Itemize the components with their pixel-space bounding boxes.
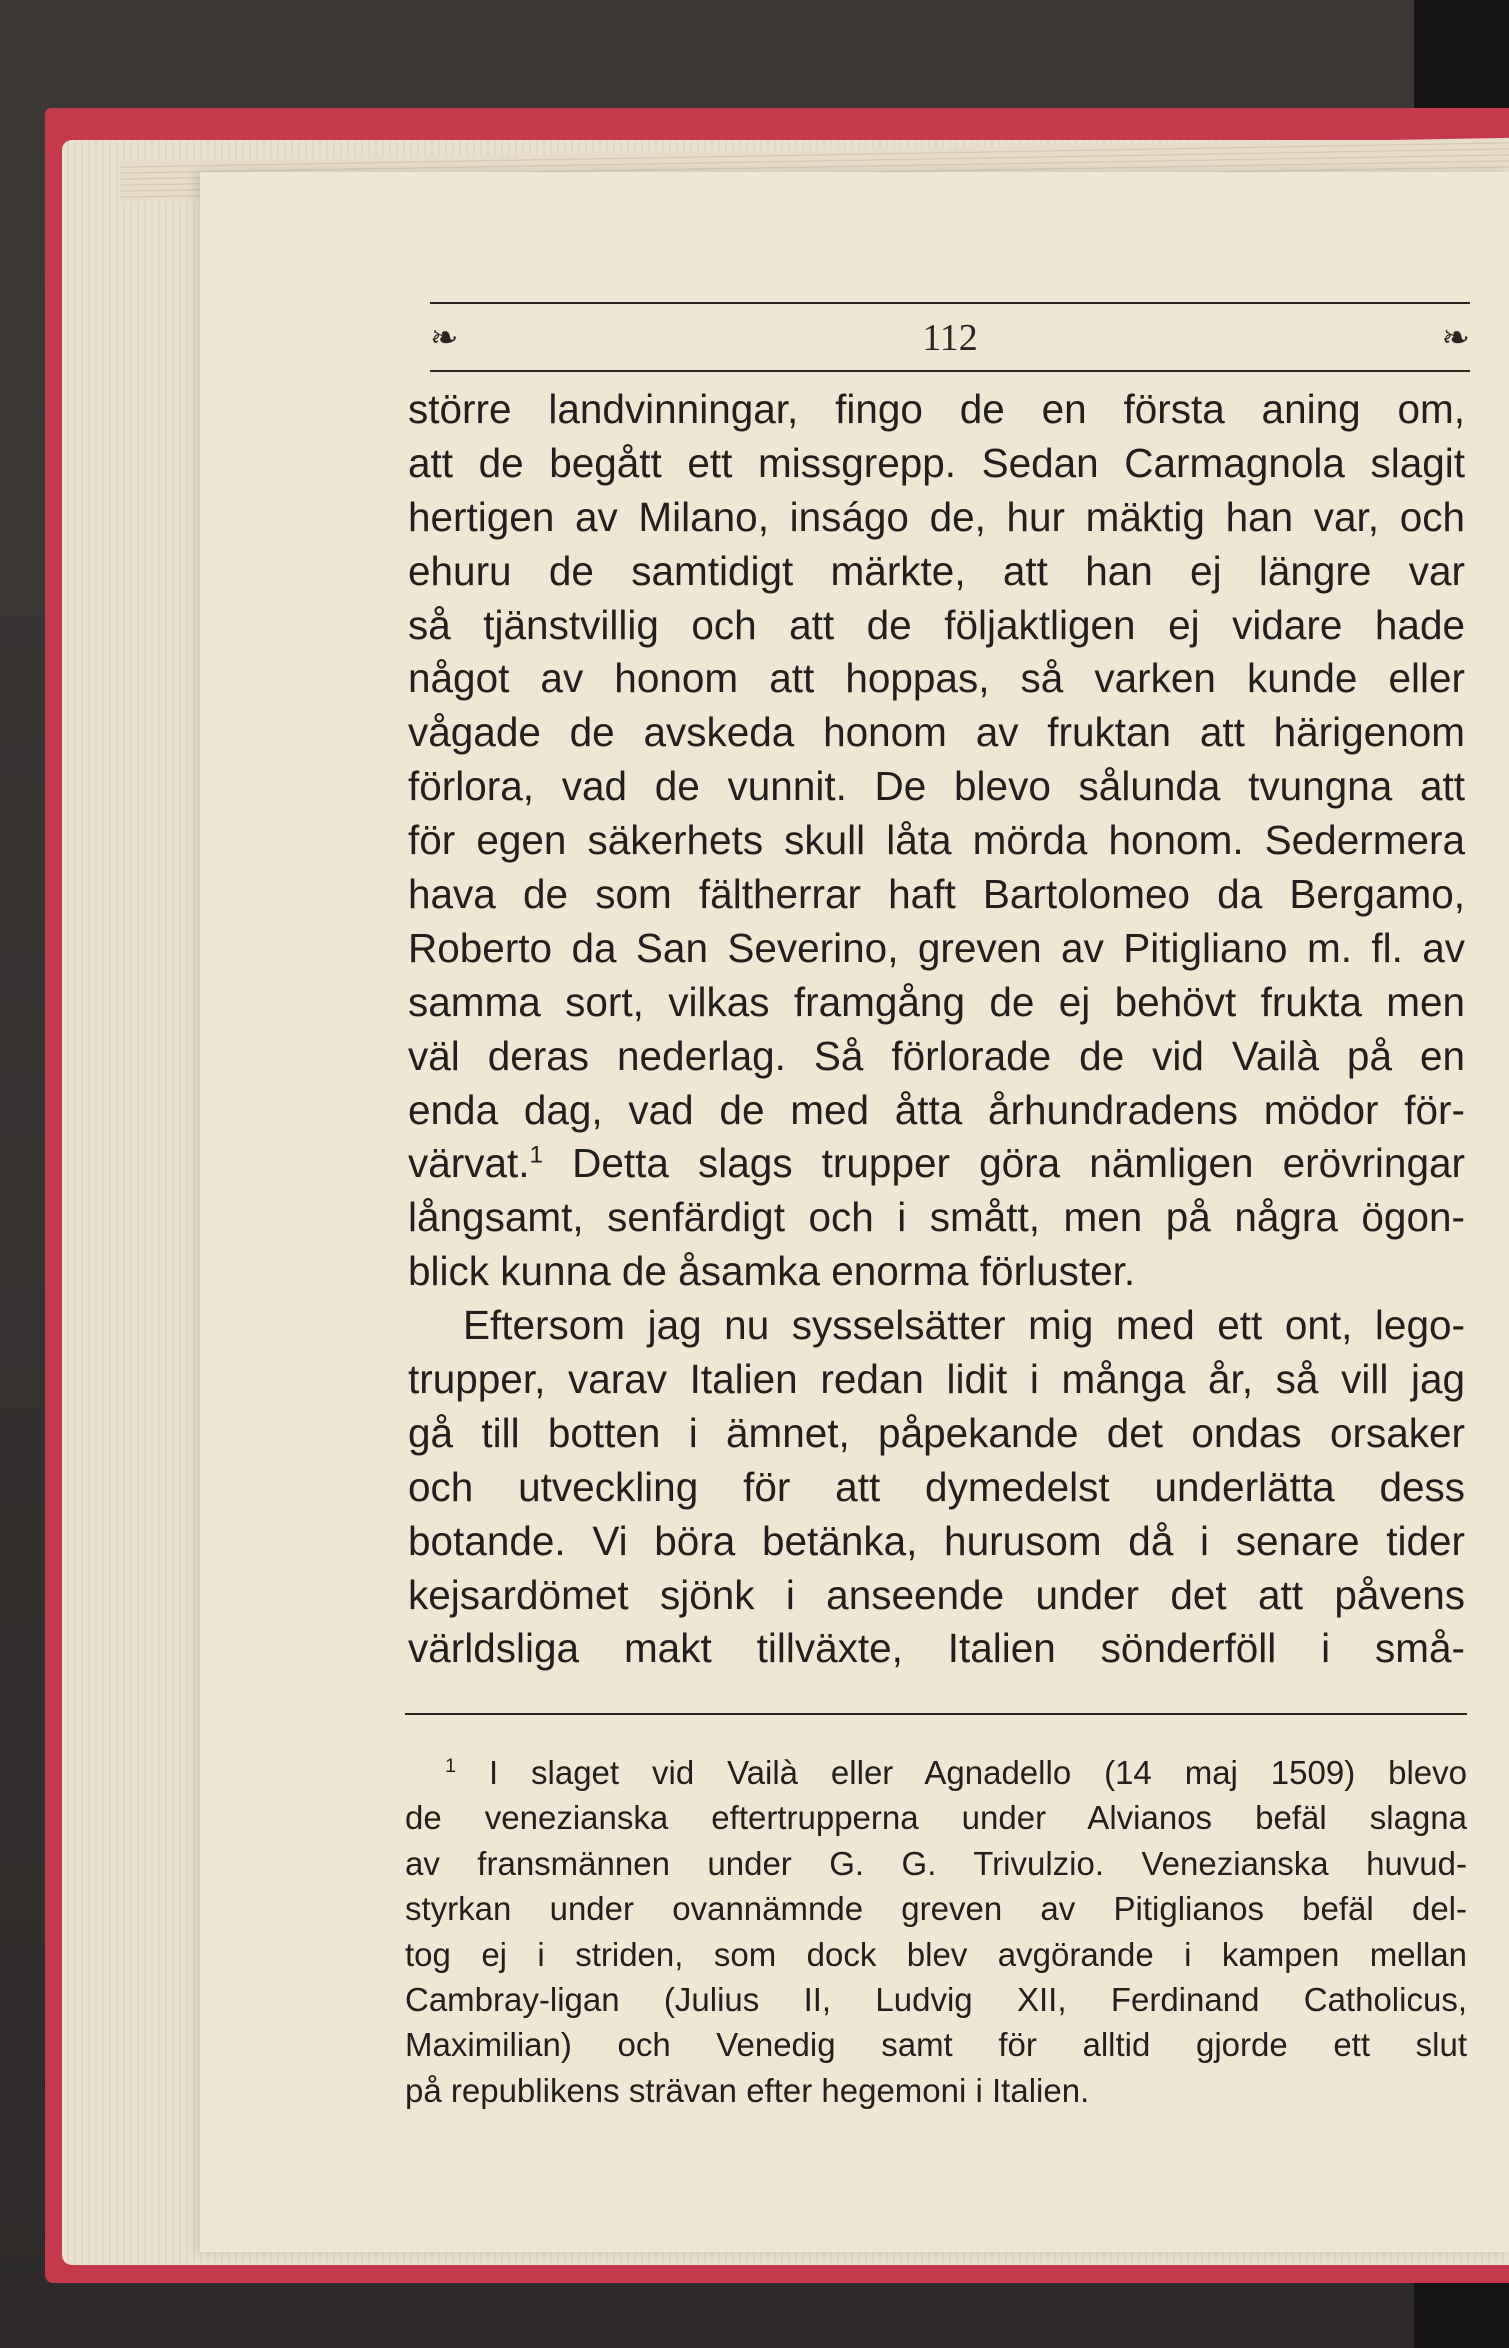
page-number: 112 [922,317,978,359]
running-header [430,308,1470,368]
text-fragment: Detta slags trupper göra nämligen erövringar [543,1140,1465,1187]
footnote-line: styrkan under ovannämnde greven av Pitiglianos befäl del- [405,1890,1467,1928]
footnote-line: av fransmännen under G. G. Trivulzio. Venezianska huvud- [405,1844,1467,1882]
text-line: blick kunna de åsamka enorma förluster. [408,1248,1136,1295]
text-line: botande. Vi böra betänka, hurusom då i senare tider [408,1517,1465,1564]
text-line: världsliga makt tillväxte, Italien sönderföll i små- [408,1625,1465,1672]
text-line: trupper, varav Italien redan lidit i många år, så vill jag [408,1356,1465,1403]
right-ornament-icon: ❧ [1441,318,1470,358]
text-line: långsamt, senfärdigt och i smått, men på några ögon- [408,1194,1465,1241]
text-line: och utveckling för att dymedelst underlätta dess [408,1463,1465,1510]
text-line: hava de som fältherrar haft Bartolomeo da Bergamo, [408,871,1465,918]
header-rule-top [430,302,1470,304]
body-text [408,383,1465,1676]
footnote-line: på republikens strävan efter hegemoni i Italien. [405,2071,1090,2109]
text-line: något av honom att hoppas, så varken kunde eller [408,655,1465,702]
footnote-line: tog ej i striden, som dock blev avgörande i kampen mellan [405,1935,1467,1973]
footnote-line [405,1750,1467,1795]
text-line: väl deras nederlag. Så förlorade de vid Vailà på en [408,1032,1465,1079]
footnote-line: de venezianska eftertrupperna under Alvianos befäl slagna [405,1799,1467,1837]
footnote-number: 1 [445,1755,457,1778]
text-line: ehuru de samtidigt märkte, att han ej längre var [408,547,1465,594]
left-ornament-icon: ❧ [430,318,459,358]
text-line: enda dag, vad de med åtta århundradens mödor för- [408,1086,1465,1133]
footnote-separator [405,1713,1467,1715]
text-line: kejsardömet sjönk i anseende under det att påvens [408,1571,1465,1618]
text-fragment: I slaget vid Vailà eller Agnadello (14 maj 1509) blevo [488,1754,1467,1791]
footnotes [405,1750,1467,2113]
text-line: förlora, vad de vunnit. De blevo sålunda tvungna att [408,763,1465,810]
text-line: Roberto da San Severino, greven av Pitigliano m. fl. av [408,924,1465,971]
header-rule-bottom [430,370,1470,372]
text-line: gå till botten i ämnet, påpekande det ondas orsaker [408,1409,1465,1456]
text-line: att de begått ett missgrepp. Sedan Carmagnola slagit [408,439,1465,486]
text-line: samma sort, vilkas framgång de ej behövt frukta men [408,978,1465,1025]
text-line: så tjänstvillig och att de följaktligen ej vidare hade [408,601,1465,648]
text-fragment: värvat. [408,1140,530,1187]
text-line: för egen säkerhets skull låta mörda honom. Sedermera [408,817,1465,864]
footnote-line: Cambray-ligan (Julius II, Ludvig XII, Ferdinand Catholicus, [405,1980,1467,2018]
text-line: större landvinningar, fingo de en första aning om, [408,386,1465,432]
text-line: vågade de avskeda honom av fruktan att härigenom [408,709,1465,756]
text-line-with-footnote [408,1137,1465,1191]
text-line: Eftersom jag nu sysselsätter mig med ett ont, lego- [463,1302,1465,1349]
footnote-marker: 1 [529,1141,544,1169]
text-line: hertigen av Milano, inságo de, hur mäktig han var, och [408,493,1465,540]
footnote-line: Maximilian) och Venedig samt för alltid gjorde ett slut [405,2026,1467,2064]
